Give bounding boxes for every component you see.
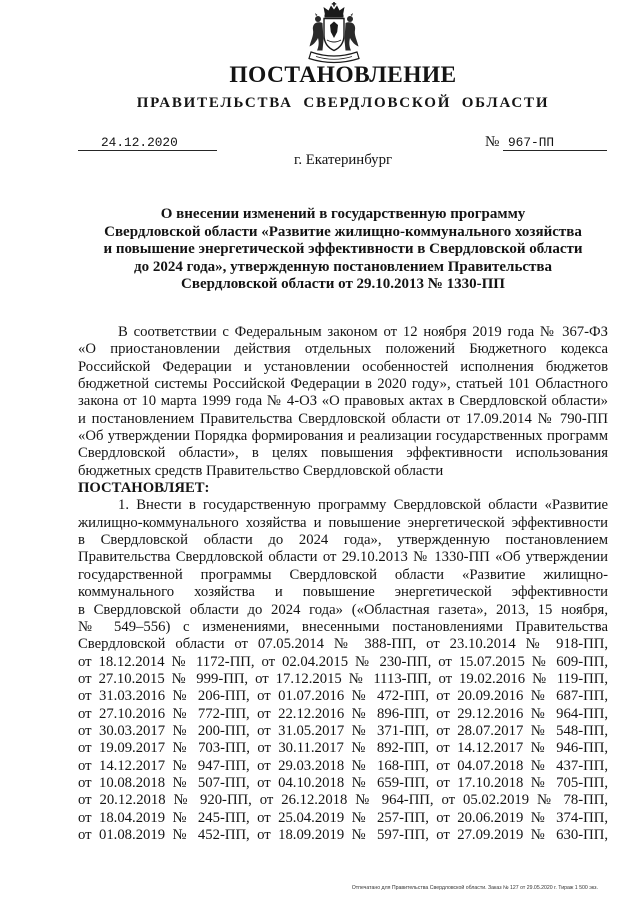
document-title: [78, 206, 608, 294]
item-line: Свердловской области от 07.05.2014 № 388-ПП, от 23.10.2014 № 918-ПП,: [78, 636, 608, 653]
preamble-line: и постановлением Правительства Свердловской области от 17.09.2014 № 790-ПП: [78, 410, 608, 427]
item-line: от 01.08.2019 № 452-ПП, от 18.09.2019 № 597-ПП, от 27.09.2019 № 630-ПП,: [78, 826, 608, 843]
preamble-line: «Об утверждении Порядка формирования и реализации государственных программ: [78, 428, 608, 445]
item-line: от 31.03.2016 № 206-ПП, от 01.07.2016 № 472-ПП, от 20.09.2016 № 687-ПП,: [78, 688, 608, 705]
document-date: 24.12.2020: [101, 135, 178, 150]
preamble-line: «О приостановлении действия отдельных положений Бюджетного кодекса: [78, 341, 608, 358]
number-field: [503, 135, 607, 151]
preamble-line: Свердловской области», в целях повышения эффективности использования: [78, 445, 608, 462]
preamble-line: бюджетной системы Российской Федерации в 2020 году», статьей 101 Областного: [78, 376, 608, 393]
item-line: от 18.04.2019 № 245-ПП, от 25.04.2019 № 257-ПП, от 20.06.2019 № 374-ПП,: [78, 809, 608, 826]
print-imprint: Отпечатано для Правительства Свердловской области. Заказ № 127 от 29.05.2020 г. Тираж 1 500 экз.: [351, 885, 598, 891]
item-line: жилищно-коммунального хозяйства и повышение энергетической эффективности: [78, 514, 608, 531]
title-line: до 2024 года», утвержденную постановлением Правительства: [133, 258, 553, 275]
title-line: Свердловской области от 29.10.2013 № 1330-ПП: [181, 276, 505, 292]
number-sign: №: [485, 134, 500, 150]
item-line: от 19.09.2017 № 703-ПП, от 30.11.2017 № 892-ПП, от 14.12.2017 № 946-ПП,: [78, 740, 608, 757]
item-line: в Свердловской области до 2024 года» («Областная газета», 2013, 15 ноября,: [78, 601, 608, 618]
item-line: от 18.12.2014 № 1172-ПП, от 02.04.2015 № 230-ПП, от 15.07.2015 № 609-ПП,: [78, 653, 608, 670]
item-line: 1. Внести в государственную программу Свердловской области «Развитие: [118, 497, 608, 514]
title-line: О внесении изменений в государственную программу: [160, 206, 526, 222]
date-field: [78, 135, 217, 151]
resolve-heading: ПОСТАНОВЛЯЕТ:: [78, 480, 210, 497]
item-line: от 20.12.2018 № 920-ПП, от 26.12.2018 № 964-ПП, от 05.02.2019 № 78-ПП,: [78, 792, 608, 809]
title-line: Свердловской области «Развитие жилищно-коммунального хозяйства: [104, 223, 582, 240]
crown-icon: [324, 2, 345, 18]
item-line: в Свердловской области до 2024 года», утвержденную постановлением: [78, 532, 608, 549]
preamble-line: закона от 10 марта 1999 года № 4-ОЗ «О правовых актах в Свердловской области»: [78, 393, 608, 410]
item-line: Правительства Свердловской области от 29.10.2013 № 1330-ПП «Об утверждении: [78, 549, 608, 566]
item-line: от 14.12.2017 № 947-ПП, от 29.03.2018 № 168-ПП, от 04.07.2018 № 437-ПП,: [78, 757, 608, 774]
coat-of-arms-emblem: [304, 2, 364, 66]
item-line: от 27.10.2015 № 999-ПП, от 17.12.2015 № 1113-ПП, от 19.02.2016 № 119-ПП,: [78, 670, 608, 687]
item-line: от 30.03.2017 № 200-ПП, от 31.05.2017 № 371-ПП, от 28.07.2017 № 548-ПП,: [78, 722, 608, 739]
item-line: от 10.08.2018 № 507-ПП, от 04.10.2018 № 659-ПП, от 17.10.2018 № 705-ПП,: [78, 774, 608, 791]
item-line: коммунального хозяйства и повышение энергетической эффективности: [78, 584, 608, 601]
item-line: № 549–556) с изменениями, внесенными постановлениями Правительства: [78, 618, 608, 635]
document-number: 967-ПП: [508, 135, 555, 150]
preamble-line: В соответствии с Федеральным законом от 12 ноября 2019 года № 367-ФЗ: [118, 324, 608, 340]
title-line: и повышение энергетической эффективности в Свердловской области: [103, 241, 583, 257]
left-supporter-icon: [310, 13, 324, 51]
document-type-heading: ПОСТАНОВЛЕНИЕ: [229, 62, 457, 88]
preamble-line: бюджетных средств Правительство Свердловской области: [78, 462, 444, 479]
item-line: государственной программы Свердловской области «Развитие жилищно-: [78, 566, 608, 583]
shield-icon: [324, 19, 344, 51]
item-line: от 27.10.2016 № 772-ПП, от 22.12.2016 № 896-ПП, от 29.12.2016 № 964-ПП,: [78, 705, 608, 722]
city-line: г. Екатеринбург: [293, 152, 393, 168]
right-supporter-icon: [345, 13, 359, 51]
issuer-heading: ПРАВИТЕЛЬСТВА СВЕРДЛОВСКОЙ ОБЛАСТИ: [136, 95, 550, 111]
document-body: [78, 324, 608, 844]
preamble-line: Российской Федерации и установлении особенностей исполнения бюджетов: [78, 358, 608, 375]
